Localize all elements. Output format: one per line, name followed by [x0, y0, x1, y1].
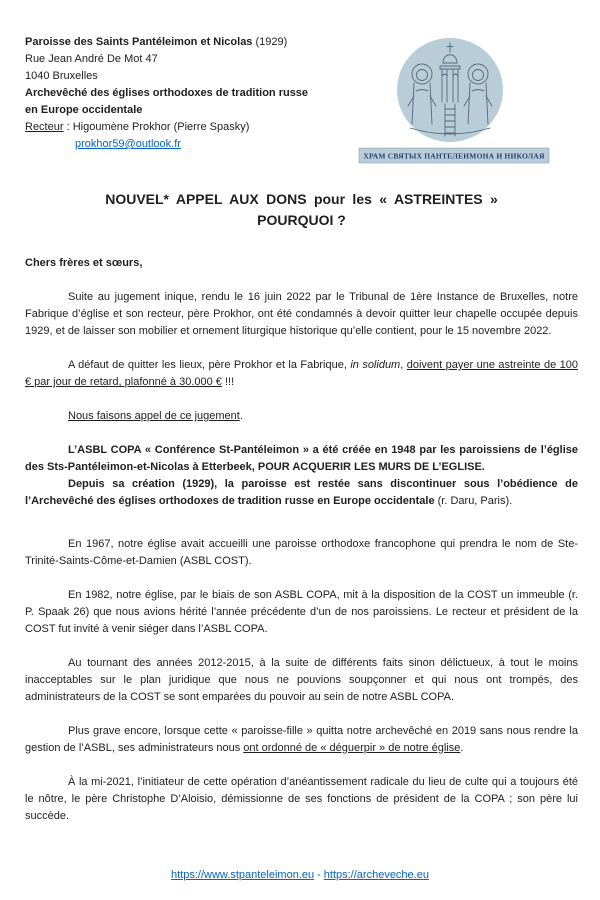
footer-separator: - [317, 869, 321, 881]
archeveche-site-link[interactable]: https://archeveche.eu [323, 869, 429, 881]
title-line-1: NOUVEL* APPEL AUX DONS pour les « ASTREINTES » [105, 191, 498, 207]
letterhead [25, 34, 395, 153]
paragraph-1967: En 1967, notre église avait accueilli une paroisse orthodoxe francophone qui prendra le nom de Ste-Trinité-Saints-Côme-et-Damien (ASBL COST). [25, 538, 578, 567]
p2019-underlined: ont ordonné de « déguerpir » de notre église [243, 742, 461, 754]
rector-line [25, 119, 395, 136]
rector-email-link[interactable]: prokhor59@outlook.fr [75, 138, 181, 150]
diocese-line-1: Archevêché des églises orthodoxes de tradition russe [25, 87, 309, 99]
p2019-start: Plus grave encore, lorsque cette « paroisse-fille » quitta notre archevêché en 2019 sans nous rendre la gestion de l’ASBL, ses administrateurs nous [25, 725, 578, 754]
astreinte-end: !!! [221, 376, 235, 388]
paragraph-obedience [25, 476, 578, 510]
paragraph-2021: À la mi-2021, l’initiateur de cette opération d’anéantissement radicale du lieu de culte qui a toujours été le nôtre, le père Christophe D’Aloisio, démissionne de ses fonctions de président de la COPA ; son père lui succède. [25, 776, 578, 822]
address-street: Rue Jean André De Mot 47 [25, 53, 158, 65]
appel-underlined: Nous faisons appel de ce jugement [68, 410, 240, 422]
appel-end: . [239, 410, 243, 422]
address-city: 1040 Bruxelles [25, 70, 98, 82]
p2019-end: . [460, 742, 464, 754]
paragraph-1982: En 1982, notre église, par le biais de son ASBL COPA, mit à la disposition de la COST un immeuble (r. P. Spaak 26) que nous avions hérité l’année précédente d’un de nos paroissiens. Le recteur et président de la COST fut invité à venir siéger dans l’ASBL COPA. [25, 589, 578, 635]
org-founding-year: (1929) [252, 36, 288, 48]
paragraph-appel [25, 408, 578, 425]
org-name: Paroisse des Saints Pantéleimon et Nicolas [25, 36, 253, 48]
footer-links [0, 867, 600, 884]
paragraph-astreinte [25, 357, 578, 391]
astreinte-mid: , [400, 359, 407, 371]
rector-name: : Higoumène Prokhor (Pierre Spasky) [63, 121, 250, 133]
obedience-regular: (r. Daru, Paris). [434, 495, 513, 507]
astreinte-underlined: doivent payer une astreinte de 100 € par jour de retard, plafonné à 30.000 € [25, 359, 578, 388]
parish-site-link[interactable]: https://www.stpanteleimon.eu [171, 869, 315, 881]
in-solidum-italic: in solidum [350, 359, 401, 371]
paragraph-judgement: Suite au jugement inique, rendu le 16 juin 2022 par le Tribunal de 1ère Instance de Bruxelles, notre Fabrique d’église et son recteur, père Prokhor, ont été condamnés à devoir quitter leur chapelle occupée depuis 1929, et de laisser son mobilier et ornement liturgique historique qu’elle contient, pour le 15 novembre 2022. [25, 291, 578, 337]
astreinte-start: A défaut de quitter les lieux, père Prokhor et la Fabrique, [68, 359, 351, 371]
org-name-line [25, 34, 395, 51]
obedience-bold: Depuis sa création (1929), la paroisse est restée sans discontinuer sous l’obédience de l’Archevêché des églises orthodoxes de tradition russe en Europe occidentale [25, 478, 578, 507]
diocese-line-2: en Europe occidentale [25, 104, 143, 116]
salutation: Chers frères et sœurs, [25, 257, 143, 269]
seal-banner-text: ХРАМ СВЯТЫХ ПАНТЕЛЕИМОНА И НИКОЛАЯ [363, 151, 545, 161]
letter-body [25, 255, 578, 825]
paragraph-asbl-copa: L’ASBL COPA « Conférence St-Pantéleimon » a été créée en 1948 par les paroissiens de l’église des Sts-Pantéleimon-et-Nicolas à Etterbeek, POUR ACQUERIR LES MURS DE L’EGLISE. [25, 444, 578, 473]
email-line [75, 136, 395, 153]
title-line-2: POURQUOI ? [257, 212, 346, 228]
rector-label: Recteur [25, 121, 64, 133]
paragraph-2012-2015: Au tournant des années 2012-2015, à la suite de différents faits sinon délictueux, à tout le moins inacceptables sur le plan juridique que nous ne pouvions soupçonner et qui nous ont trompés, des administrateurs de la COST se sont emparées du pouvoir au sein de notre ASBL COPA. [25, 657, 578, 703]
paragraph-2019 [25, 723, 578, 757]
document-title [25, 189, 578, 231]
